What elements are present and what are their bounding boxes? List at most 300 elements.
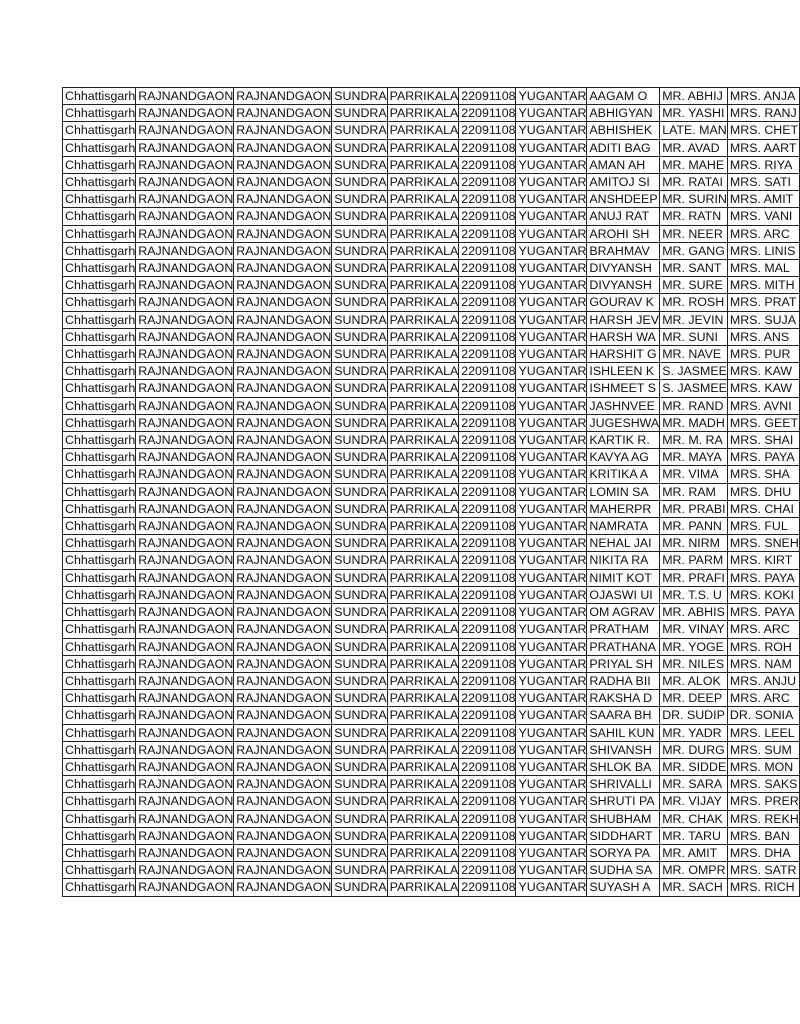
father-name-cell[interactable]: MR. PRAFI [660,569,728,586]
state-cell[interactable]: Chhattisgarh [63,397,136,414]
student-name-cell[interactable]: SIDDHART [587,827,660,844]
district-cell[interactable]: RAJNANDGAON [136,690,234,707]
cluster-cell[interactable]: SUNDRA [332,260,387,277]
mother-name-cell[interactable]: MRS. SUJA [727,311,799,328]
cluster-cell[interactable]: SUNDRA [332,277,387,294]
school-cell[interactable]: YUGANTAR [516,672,587,689]
state-cell[interactable]: Chhattisgarh [63,776,136,793]
code-cell[interactable]: 22091108 [459,277,516,294]
state-cell[interactable]: Chhattisgarh [63,363,136,380]
school-cell[interactable]: YUGANTAR [516,174,587,191]
district-cell[interactable]: RAJNANDGAON [136,844,234,861]
district-cell[interactable]: RAJNANDGAON [136,672,234,689]
village-cell[interactable]: PARRIKALA [387,724,459,741]
code-cell[interactable]: 22091108 [459,655,516,672]
student-name-cell[interactable]: ABHIGYAN [587,105,660,122]
village-cell[interactable]: PARRIKALA [387,449,459,466]
block-cell[interactable]: RAJNANDGAON [234,346,332,363]
father-name-cell[interactable]: DR. SUDIP [660,707,728,724]
father-name-cell[interactable]: MR. TARU [660,827,728,844]
father-name-cell[interactable]: MR. NIRM [660,535,728,552]
village-cell[interactable]: PARRIKALA [387,174,459,191]
cluster-cell[interactable]: SUNDRA [332,707,387,724]
village-cell[interactable]: PARRIKALA [387,88,459,105]
village-cell[interactable]: PARRIKALA [387,311,459,328]
cluster-cell[interactable]: SUNDRA [332,397,387,414]
school-cell[interactable]: YUGANTAR [516,638,587,655]
code-cell[interactable]: 22091108 [459,191,516,208]
village-cell[interactable]: PARRIKALA [387,827,459,844]
school-cell[interactable]: YUGANTAR [516,380,587,397]
district-cell[interactable]: RAJNANDGAON [136,277,234,294]
block-cell[interactable]: RAJNANDGAON [234,277,332,294]
school-cell[interactable]: YUGANTAR [516,432,587,449]
school-cell[interactable]: YUGANTAR [516,277,587,294]
block-cell[interactable]: RAJNANDGAON [234,294,332,311]
student-name-cell[interactable]: SHRUTI PA [587,793,660,810]
cluster-cell[interactable]: SUNDRA [332,690,387,707]
school-cell[interactable]: YUGANTAR [516,844,587,861]
school-cell[interactable]: YUGANTAR [516,518,587,535]
code-cell[interactable]: 22091108 [459,552,516,569]
student-name-cell[interactable]: SAARA BH [587,707,660,724]
cluster-cell[interactable]: SUNDRA [332,810,387,827]
state-cell[interactable]: Chhattisgarh [63,724,136,741]
state-cell[interactable]: Chhattisgarh [63,827,136,844]
code-cell[interactable]: 22091108 [459,397,516,414]
mother-name-cell[interactable]: MRS. REKH [727,810,799,827]
block-cell[interactable]: RAJNANDGAON [234,225,332,242]
village-cell[interactable]: PARRIKALA [387,638,459,655]
mother-name-cell[interactable]: MRS. SAKS [727,776,799,793]
father-name-cell[interactable]: MR. GANG [660,242,728,259]
cluster-cell[interactable]: SUNDRA [332,604,387,621]
mother-name-cell[interactable]: MRS. PAYA [727,449,799,466]
block-cell[interactable]: RAJNANDGAON [234,604,332,621]
cluster-cell[interactable]: SUNDRA [332,569,387,586]
code-cell[interactable]: 22091108 [459,156,516,173]
village-cell[interactable]: PARRIKALA [387,432,459,449]
block-cell[interactable]: RAJNANDGAON [234,862,332,879]
mother-name-cell[interactable]: MRS. GEET [727,414,799,431]
code-cell[interactable]: 22091108 [459,621,516,638]
school-cell[interactable]: YUGANTAR [516,827,587,844]
code-cell[interactable]: 22091108 [459,122,516,139]
mother-name-cell[interactable]: MRS. DHU [727,483,799,500]
student-name-cell[interactable]: PRATHAM [587,621,660,638]
district-cell[interactable]: RAJNANDGAON [136,707,234,724]
school-cell[interactable]: YUGANTAR [516,328,587,345]
mother-name-cell[interactable]: MRS. AART [727,139,799,156]
student-name-cell[interactable]: NEHAL JAI [587,535,660,552]
district-cell[interactable]: RAJNANDGAON [136,758,234,775]
district-cell[interactable]: RAJNANDGAON [136,139,234,156]
village-cell[interactable]: PARRIKALA [387,500,459,517]
state-cell[interactable]: Chhattisgarh [63,225,136,242]
district-cell[interactable]: RAJNANDGAON [136,552,234,569]
village-cell[interactable]: PARRIKALA [387,242,459,259]
mother-name-cell[interactable]: MRS. SHA [727,466,799,483]
school-cell[interactable]: YUGANTAR [516,810,587,827]
student-name-cell[interactable]: SHLOK BA [587,758,660,775]
village-cell[interactable]: PARRIKALA [387,483,459,500]
student-name-cell[interactable]: ABHISHEK [587,122,660,139]
father-name-cell[interactable]: MR. DURG [660,741,728,758]
cluster-cell[interactable]: SUNDRA [332,414,387,431]
block-cell[interactable]: RAJNANDGAON [234,776,332,793]
father-name-cell[interactable]: MR. AVAD [660,139,728,156]
block-cell[interactable]: RAJNANDGAON [234,690,332,707]
block-cell[interactable]: RAJNANDGAON [234,879,332,896]
district-cell[interactable]: RAJNANDGAON [136,328,234,345]
school-cell[interactable]: YUGANTAR [516,294,587,311]
student-name-cell[interactable]: HARSH WA [587,328,660,345]
village-cell[interactable]: PARRIKALA [387,552,459,569]
block-cell[interactable]: RAJNANDGAON [234,672,332,689]
student-name-cell[interactable]: BRAHMAV [587,242,660,259]
block-cell[interactable]: RAJNANDGAON [234,724,332,741]
student-name-cell[interactable]: NIMIT KOT [587,569,660,586]
district-cell[interactable]: RAJNANDGAON [136,397,234,414]
block-cell[interactable]: RAJNANDGAON [234,741,332,758]
village-cell[interactable]: PARRIKALA [387,139,459,156]
village-cell[interactable]: PARRIKALA [387,518,459,535]
village-cell[interactable]: PARRIKALA [387,414,459,431]
school-cell[interactable]: YUGANTAR [516,500,587,517]
district-cell[interactable]: RAJNANDGAON [136,879,234,896]
block-cell[interactable]: RAJNANDGAON [234,810,332,827]
state-cell[interactable]: Chhattisgarh [63,466,136,483]
mother-name-cell[interactable]: MRS. MITH [727,277,799,294]
mother-name-cell[interactable]: MRS. AVNI [727,397,799,414]
district-cell[interactable]: RAJNANDGAON [136,724,234,741]
village-cell[interactable]: PARRIKALA [387,741,459,758]
state-cell[interactable]: Chhattisgarh [63,260,136,277]
state-cell[interactable]: Chhattisgarh [63,638,136,655]
block-cell[interactable]: RAJNANDGAON [234,328,332,345]
cluster-cell[interactable]: SUNDRA [332,518,387,535]
student-name-cell[interactable]: ISHMEET S [587,380,660,397]
mother-name-cell[interactable]: MRS. CHAI [727,500,799,517]
village-cell[interactable]: PARRIKALA [387,363,459,380]
village-cell[interactable]: PARRIKALA [387,690,459,707]
district-cell[interactable]: RAJNANDGAON [136,862,234,879]
village-cell[interactable]: PARRIKALA [387,156,459,173]
school-cell[interactable]: YUGANTAR [516,156,587,173]
block-cell[interactable]: RAJNANDGAON [234,105,332,122]
school-cell[interactable]: YUGANTAR [516,139,587,156]
district-cell[interactable]: RAJNANDGAON [136,741,234,758]
school-cell[interactable]: YUGANTAR [516,569,587,586]
student-name-cell[interactable]: GOURAV K [587,294,660,311]
cluster-cell[interactable]: SUNDRA [332,225,387,242]
mother-name-cell[interactable]: MRS. FUL [727,518,799,535]
father-name-cell[interactable]: MR. SURIN [660,191,728,208]
mother-name-cell[interactable]: MRS. ANJA [727,88,799,105]
village-cell[interactable]: PARRIKALA [387,122,459,139]
school-cell[interactable]: YUGANTAR [516,88,587,105]
father-name-cell[interactable]: MR. YASHI [660,105,728,122]
code-cell[interactable]: 22091108 [459,724,516,741]
village-cell[interactable]: PARRIKALA [387,380,459,397]
cluster-cell[interactable]: SUNDRA [332,242,387,259]
mother-name-cell[interactable]: MRS. MON [727,758,799,775]
cluster-cell[interactable]: SUNDRA [332,363,387,380]
father-name-cell[interactable]: S. JASMEE [660,380,728,397]
village-cell[interactable]: PARRIKALA [387,844,459,861]
father-name-cell[interactable]: MR. NEER [660,225,728,242]
village-cell[interactable]: PARRIKALA [387,294,459,311]
father-name-cell[interactable]: MR. RAND [660,397,728,414]
father-name-cell[interactable]: MR. MAYA [660,449,728,466]
code-cell[interactable]: 22091108 [459,294,516,311]
father-name-cell[interactable]: MR. NILES [660,655,728,672]
mother-name-cell[interactable]: MRS. KAW [727,363,799,380]
student-name-cell[interactable]: PRATHANA [587,638,660,655]
cluster-cell[interactable]: SUNDRA [332,208,387,225]
state-cell[interactable]: Chhattisgarh [63,105,136,122]
student-name-cell[interactable]: JUGESHWA [587,414,660,431]
state-cell[interactable]: Chhattisgarh [63,156,136,173]
mother-name-cell[interactable]: MRS. SATI [727,174,799,191]
code-cell[interactable]: 22091108 [459,414,516,431]
cluster-cell[interactable]: SUNDRA [332,311,387,328]
student-name-cell[interactable]: KRITIKA A [587,466,660,483]
cluster-cell[interactable]: SUNDRA [332,191,387,208]
mother-name-cell[interactable]: MRS. MAL [727,260,799,277]
student-name-cell[interactable]: SUDHA SA [587,862,660,879]
father-name-cell[interactable]: MR. ABHIS [660,604,728,621]
district-cell[interactable]: RAJNANDGAON [136,174,234,191]
student-name-cell[interactable]: AROHI SH [587,225,660,242]
village-cell[interactable]: PARRIKALA [387,793,459,810]
district-cell[interactable]: RAJNANDGAON [136,518,234,535]
student-name-cell[interactable]: KARTIK R. [587,432,660,449]
student-name-cell[interactable]: DIVYANSH [587,277,660,294]
code-cell[interactable]: 22091108 [459,776,516,793]
district-cell[interactable]: RAJNANDGAON [136,88,234,105]
cluster-cell[interactable]: SUNDRA [332,432,387,449]
village-cell[interactable]: PARRIKALA [387,655,459,672]
village-cell[interactable]: PARRIKALA [387,346,459,363]
student-name-cell[interactable]: HARSH JEV [587,311,660,328]
father-name-cell[interactable]: MR. MADH [660,414,728,431]
mother-name-cell[interactable]: MRS. ARC [727,690,799,707]
village-cell[interactable]: PARRIKALA [387,862,459,879]
father-name-cell[interactable]: MR. M. RA [660,432,728,449]
school-cell[interactable]: YUGANTAR [516,879,587,896]
mother-name-cell[interactable]: MRS. SNEH [727,535,799,552]
mother-name-cell[interactable]: MRS. PRER [727,793,799,810]
block-cell[interactable]: RAJNANDGAON [234,707,332,724]
mother-name-cell[interactable]: MRS. RIYA [727,156,799,173]
cluster-cell[interactable]: SUNDRA [332,793,387,810]
student-name-cell[interactable]: ISHLEEN K [587,363,660,380]
code-cell[interactable]: 22091108 [459,466,516,483]
village-cell[interactable]: PARRIKALA [387,225,459,242]
student-name-cell[interactable]: SHRIVALLI [587,776,660,793]
block-cell[interactable]: RAJNANDGAON [234,758,332,775]
mother-name-cell[interactable]: MRS. SATR [727,862,799,879]
father-name-cell[interactable]: MR. OMPR [660,862,728,879]
state-cell[interactable]: Chhattisgarh [63,380,136,397]
code-cell[interactable]: 22091108 [459,758,516,775]
cluster-cell[interactable]: SUNDRA [332,483,387,500]
father-name-cell[interactable]: MR. VINAY [660,621,728,638]
state-cell[interactable]: Chhattisgarh [63,690,136,707]
cluster-cell[interactable]: SUNDRA [332,776,387,793]
district-cell[interactable]: RAJNANDGAON [136,191,234,208]
code-cell[interactable]: 22091108 [459,139,516,156]
state-cell[interactable]: Chhattisgarh [63,879,136,896]
father-name-cell[interactable]: MR. SURE [660,277,728,294]
block-cell[interactable]: RAJNANDGAON [234,414,332,431]
cluster-cell[interactable]: SUNDRA [332,621,387,638]
mother-name-cell[interactable]: MRS. ARC [727,225,799,242]
village-cell[interactable]: PARRIKALA [387,672,459,689]
mother-name-cell[interactable]: MRS. KAW [727,380,799,397]
district-cell[interactable]: RAJNANDGAON [136,122,234,139]
school-cell[interactable]: YUGANTAR [516,466,587,483]
state-cell[interactable]: Chhattisgarh [63,277,136,294]
district-cell[interactable]: RAJNANDGAON [136,500,234,517]
block-cell[interactable]: RAJNANDGAON [234,363,332,380]
school-cell[interactable]: YUGANTAR [516,724,587,741]
block-cell[interactable]: RAJNANDGAON [234,174,332,191]
village-cell[interactable]: PARRIKALA [387,621,459,638]
state-cell[interactable]: Chhattisgarh [63,862,136,879]
block-cell[interactable]: RAJNANDGAON [234,156,332,173]
father-name-cell[interactable]: MR. PARM [660,552,728,569]
state-cell[interactable]: Chhattisgarh [63,844,136,861]
father-name-cell[interactable]: MR. AMIT [660,844,728,861]
school-cell[interactable]: YUGANTAR [516,552,587,569]
school-cell[interactable]: YUGANTAR [516,122,587,139]
block-cell[interactable]: RAJNANDGAON [234,535,332,552]
mother-name-cell[interactable]: MRS. BAN [727,827,799,844]
state-cell[interactable]: Chhattisgarh [63,535,136,552]
state-cell[interactable]: Chhattisgarh [63,621,136,638]
district-cell[interactable]: RAJNANDGAON [136,638,234,655]
mother-name-cell[interactable]: MRS. KIRT [727,552,799,569]
mother-name-cell[interactable]: MRS. PAYA [727,569,799,586]
father-name-cell[interactable]: MR. YADR [660,724,728,741]
district-cell[interactable]: RAJNANDGAON [136,776,234,793]
school-cell[interactable]: YUGANTAR [516,655,587,672]
block-cell[interactable]: RAJNANDGAON [234,827,332,844]
village-cell[interactable]: PARRIKALA [387,758,459,775]
block-cell[interactable]: RAJNANDGAON [234,88,332,105]
father-name-cell[interactable]: MR. VIMA [660,466,728,483]
code-cell[interactable]: 22091108 [459,432,516,449]
school-cell[interactable]: YUGANTAR [516,363,587,380]
cluster-cell[interactable]: SUNDRA [332,328,387,345]
block-cell[interactable]: RAJNANDGAON [234,518,332,535]
code-cell[interactable]: 22091108 [459,844,516,861]
code-cell[interactable]: 22091108 [459,208,516,225]
father-name-cell[interactable]: MR. PRABI [660,500,728,517]
school-cell[interactable]: YUGANTAR [516,535,587,552]
school-cell[interactable]: YUGANTAR [516,586,587,603]
village-cell[interactable]: PARRIKALA [387,328,459,345]
mother-name-cell[interactable]: MRS. CHET [727,122,799,139]
mother-name-cell[interactable]: DR. SONIA [727,707,799,724]
village-cell[interactable]: PARRIKALA [387,569,459,586]
father-name-cell[interactable]: S. JASMEE [660,363,728,380]
father-name-cell[interactable]: MR. RATAI [660,174,728,191]
block-cell[interactable]: RAJNANDGAON [234,569,332,586]
state-cell[interactable]: Chhattisgarh [63,139,136,156]
mother-name-cell[interactable]: MRS. VANI [727,208,799,225]
mother-name-cell[interactable]: MRS. PRAT [727,294,799,311]
code-cell[interactable]: 22091108 [459,518,516,535]
father-name-cell[interactable]: MR. SIDDE [660,758,728,775]
code-cell[interactable]: 22091108 [459,260,516,277]
mother-name-cell[interactable]: MRS. ARC [727,621,799,638]
district-cell[interactable]: RAJNANDGAON [136,535,234,552]
block-cell[interactable]: RAJNANDGAON [234,191,332,208]
village-cell[interactable]: PARRIKALA [387,466,459,483]
block-cell[interactable]: RAJNANDGAON [234,380,332,397]
father-name-cell[interactable]: MR. RATN [660,208,728,225]
village-cell[interactable]: PARRIKALA [387,707,459,724]
cluster-cell[interactable]: SUNDRA [332,638,387,655]
code-cell[interactable]: 22091108 [459,793,516,810]
school-cell[interactable]: YUGANTAR [516,758,587,775]
state-cell[interactable]: Chhattisgarh [63,793,136,810]
village-cell[interactable]: PARRIKALA [387,397,459,414]
block-cell[interactable]: RAJNANDGAON [234,552,332,569]
code-cell[interactable]: 22091108 [459,380,516,397]
district-cell[interactable]: RAJNANDGAON [136,156,234,173]
block-cell[interactable]: RAJNANDGAON [234,260,332,277]
father-name-cell[interactable]: MR. VIJAY [660,793,728,810]
state-cell[interactable]: Chhattisgarh [63,604,136,621]
district-cell[interactable]: RAJNANDGAON [136,346,234,363]
student-name-cell[interactable]: LOMIN SA [587,483,660,500]
mother-name-cell[interactable]: MRS. RANJ [727,105,799,122]
cluster-cell[interactable]: SUNDRA [332,672,387,689]
student-name-cell[interactable]: NAMRATA [587,518,660,535]
school-cell[interactable]: YUGANTAR [516,483,587,500]
school-cell[interactable]: YUGANTAR [516,105,587,122]
mother-name-cell[interactable]: MRS. AMIT [727,191,799,208]
code-cell[interactable]: 22091108 [459,827,516,844]
code-cell[interactable]: 22091108 [459,174,516,191]
code-cell[interactable]: 22091108 [459,363,516,380]
code-cell[interactable]: 22091108 [459,500,516,517]
cluster-cell[interactable]: SUNDRA [332,380,387,397]
block-cell[interactable]: RAJNANDGAON [234,638,332,655]
cluster-cell[interactable]: SUNDRA [332,552,387,569]
cluster-cell[interactable]: SUNDRA [332,174,387,191]
code-cell[interactable]: 22091108 [459,810,516,827]
cluster-cell[interactable]: SUNDRA [332,449,387,466]
father-name-cell[interactable]: MR. ROSH [660,294,728,311]
mother-name-cell[interactable]: MRS. RICH [727,879,799,896]
school-cell[interactable]: YUGANTAR [516,397,587,414]
district-cell[interactable]: RAJNANDGAON [136,586,234,603]
block-cell[interactable]: RAJNANDGAON [234,655,332,672]
code-cell[interactable]: 22091108 [459,879,516,896]
district-cell[interactable]: RAJNANDGAON [136,466,234,483]
district-cell[interactable]: RAJNANDGAON [136,311,234,328]
mother-name-cell[interactable]: MRS. ANS [727,328,799,345]
block-cell[interactable]: RAJNANDGAON [234,621,332,638]
state-cell[interactable]: Chhattisgarh [63,655,136,672]
cluster-cell[interactable]: SUNDRA [332,758,387,775]
cluster-cell[interactable]: SUNDRA [332,724,387,741]
